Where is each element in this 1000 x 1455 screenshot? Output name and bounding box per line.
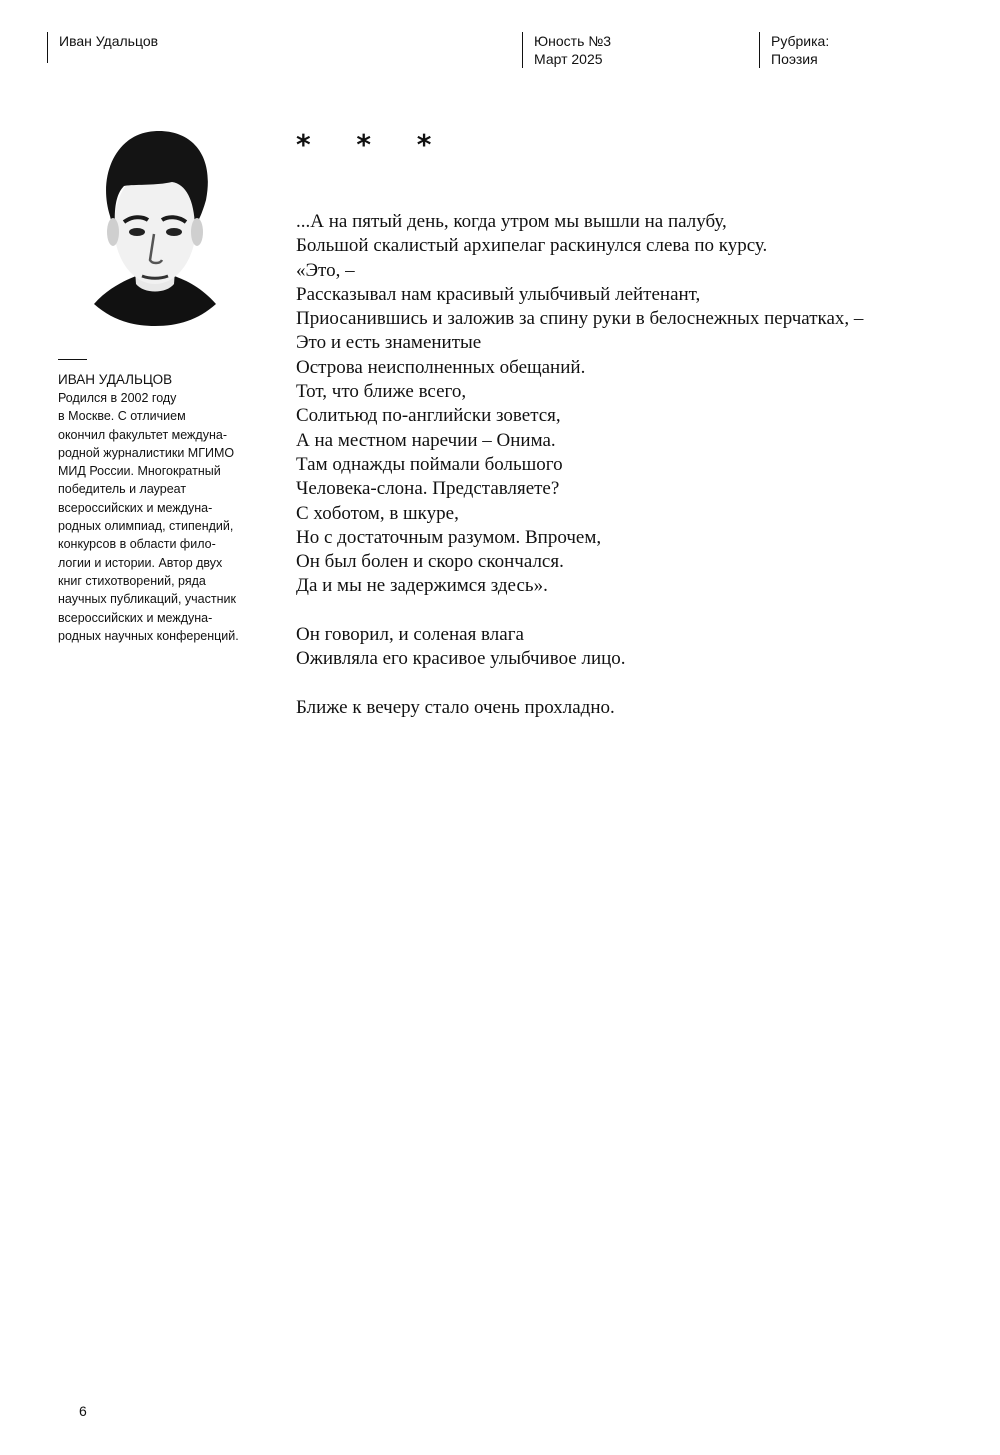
bio-line: Родился в 2002 году <box>58 391 177 405</box>
bio-text <box>58 389 278 645</box>
poem-line: Да и мы не задержимся здесь». <box>296 575 548 597</box>
poem-body <box>296 210 863 720</box>
header-rubric <box>759 32 829 68</box>
poem-line: Ближе к вечеру стало очень прохладно. <box>296 696 615 718</box>
bio-line: книг стихотворений, ряда <box>58 573 206 588</box>
poem-line: Человека-слона. Представляете? <box>296 478 560 500</box>
poem-title: * * * <box>296 128 450 161</box>
bio-line: научных публикаций, участник <box>58 592 236 607</box>
bio-line: родных олимпиад, стипендий, <box>58 519 234 534</box>
header-issue <box>522 32 611 68</box>
header-issue-date: Март 2025 <box>534 51 603 67</box>
bio-line: логии и истории. Автор двух <box>58 555 223 570</box>
bio-line: в Москве. С отличием <box>58 409 186 424</box>
header-issue-number: Юность №3 <box>534 33 612 49</box>
header-author <box>47 32 158 63</box>
poem-line: Тот, что ближе всего, <box>296 381 467 403</box>
poem-line: Там однажды поймали большого <box>296 453 563 475</box>
poem-line: Но с достаточным разумом. Впрочем, <box>296 526 602 548</box>
poem-line: С хоботом, в шкуре, <box>296 502 459 524</box>
stanza-break <box>296 599 863 623</box>
bio-divider <box>58 359 87 360</box>
bio-line: всероссийских и междуна- <box>58 500 213 515</box>
stanza-break <box>296 672 863 696</box>
poem-line: Оживляла его красивое улыбчивое лицо. <box>296 648 626 670</box>
bio-line: родной журналистики МГИМО <box>58 445 235 460</box>
poem-line: Рассказывал нам красивый улыбчивый лейтенант, <box>296 283 701 305</box>
poem-line: Острова неисполненных обещаний. <box>296 356 586 378</box>
poem-line: ...А на пятый день, когда утром мы вышли на палубу, <box>296 211 727 232</box>
poem-line: Он был болен и скоро скончался. <box>296 551 564 573</box>
bio-line: победитель и лауреат <box>58 482 187 497</box>
bio-line: окончил факультет междуна- <box>58 427 227 442</box>
bio-line: родных научных конференций. <box>58 628 239 643</box>
poem-line: А на местном наречии – Онима. <box>296 429 556 451</box>
author-portrait <box>88 128 222 328</box>
bio-line: всероссийских и междуна- <box>58 610 213 625</box>
header-author-name: Иван Удальцов <box>59 33 159 49</box>
poem-line: Это и есть знаменитые <box>296 332 482 354</box>
poem-line: Солитьюд по-английски зовется, <box>296 405 561 427</box>
poem-line: Приосанившись и заложив за спину руки в белоснежных перчатках, – <box>296 308 864 330</box>
bio-author-name: ИВАН УДАЛЬЦОВ <box>58 372 173 387</box>
bio-line: МИД России. Многократный <box>58 464 221 479</box>
poem-line: Большой скалистый архипелаг раскинулся слева по курсу. <box>296 235 768 257</box>
header-rubric-value: Поэзия <box>771 51 818 67</box>
header-rubric-label: Рубрика: <box>771 33 830 49</box>
bio-line: конкурсов в области фило- <box>58 537 216 552</box>
poem-line: «Это, – <box>296 259 355 281</box>
page-number: 6 <box>79 1403 87 1419</box>
poem-line: Он говорил, и соленая влага <box>296 624 524 646</box>
